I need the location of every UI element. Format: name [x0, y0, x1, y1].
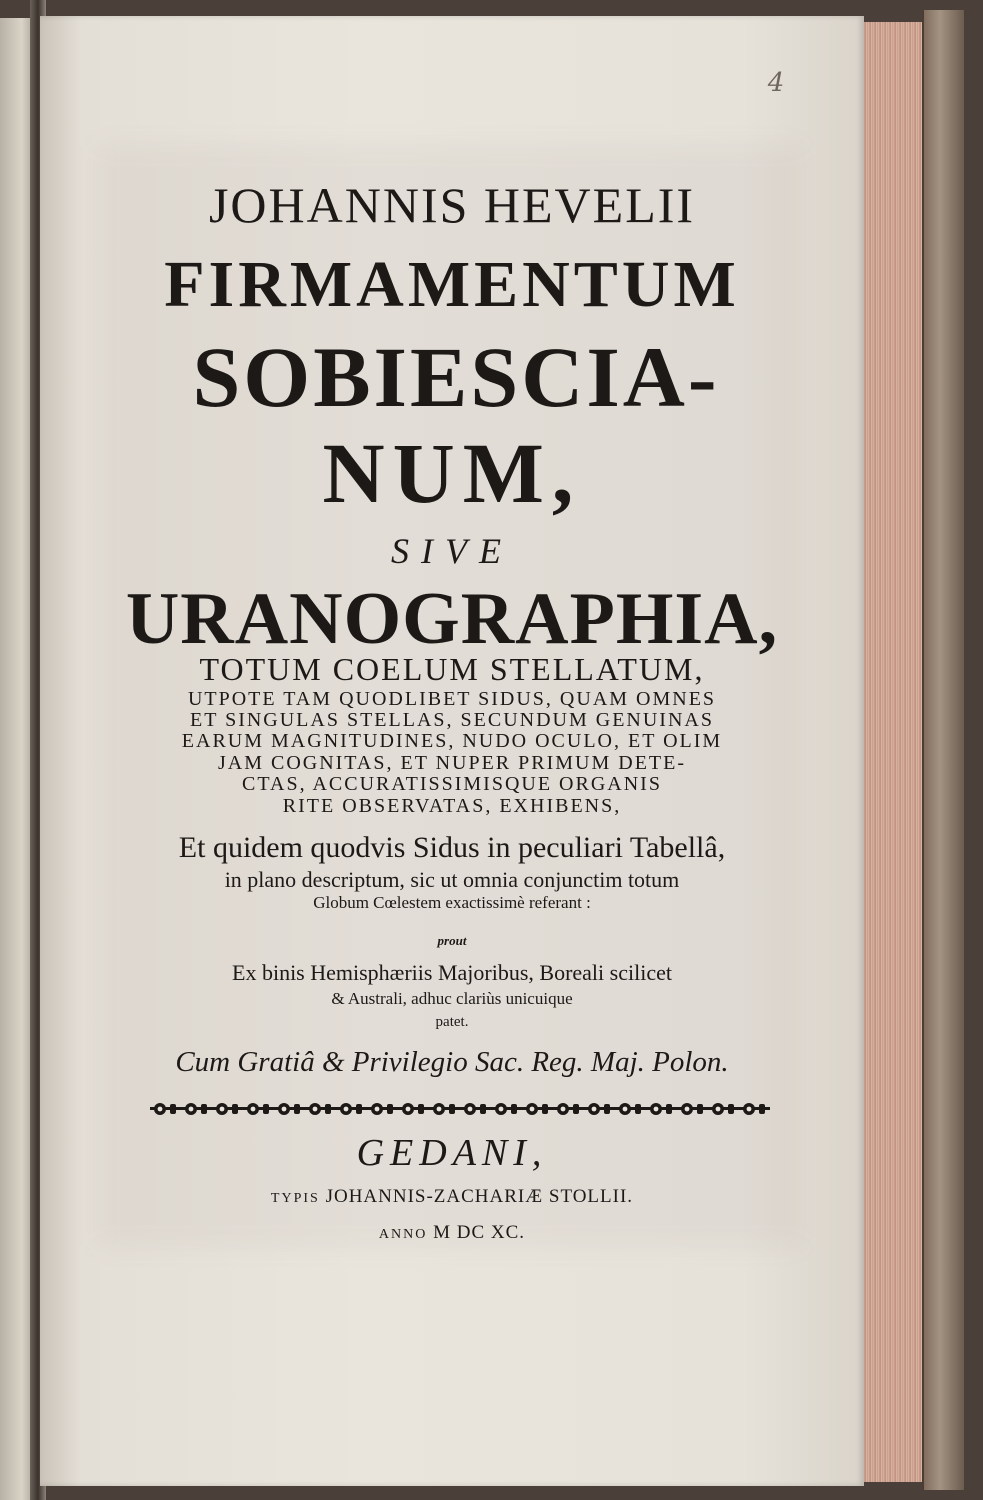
ornament-fleuron-eye	[375, 1107, 380, 1112]
imprint-year: M DC XC.	[433, 1222, 526, 1243]
ornament-fleuron-eye	[313, 1107, 318, 1112]
ornament-link	[449, 1104, 455, 1114]
ornament-fleuron-eye	[623, 1107, 628, 1112]
quidem-line-1: Et quidem quodvis Sidus in peculiari Tabellâ,	[178, 831, 726, 864]
ornament-link	[263, 1104, 269, 1114]
ornament-fleuron-eye	[685, 1107, 690, 1112]
description-line: RITE OBSERVATAS, EXHIBENS,	[282, 795, 622, 817]
privilege-line: Cum Gratiâ & Privilegio Sac. Reg. Maj. Polon.	[175, 1046, 729, 1078]
ornament-link	[201, 1104, 207, 1114]
hemisphaeriis-line-1: Ex binis Hemisphæriis Majoribus, Boreali scilicet	[232, 960, 672, 985]
ornament-fleuron-eye	[654, 1107, 659, 1112]
ornament-link	[573, 1104, 579, 1114]
ornament-link	[170, 1104, 176, 1114]
ornament-fleuron-eye	[468, 1107, 473, 1112]
folio-number: 4	[767, 68, 785, 98]
anno-word: ANNO	[378, 1227, 428, 1242]
ornament-fleuron-eye	[220, 1107, 225, 1112]
ornament-link	[511, 1104, 517, 1114]
ornament-fleuron-eye	[592, 1107, 597, 1112]
ornament-fleuron-eye	[344, 1107, 349, 1112]
description-line: EARUM MAGNITUDINES, NUDO OCULO, ET OLIM	[181, 730, 723, 752]
hemisphaeriis-line-3: patet.	[435, 1014, 469, 1030]
ornament-link	[418, 1104, 424, 1114]
ornament-link	[387, 1104, 393, 1114]
ornament-link	[697, 1104, 703, 1114]
description-line: ET SINGULAS STELLAS, SECUNDUM GENUINAS	[190, 709, 714, 731]
totum-coelum-line: TOTUM COELUM STELLATUM,	[199, 651, 705, 687]
ornament-fleuron-eye	[282, 1107, 287, 1112]
ornament-fleuron-eye	[499, 1107, 504, 1112]
description-line: JAM COGNITAS, ET NUPER PRIMUM DETE-	[217, 752, 687, 774]
description-line: CTAS, ACCURATISSIMISQUE ORGANIS	[242, 773, 662, 795]
ornament-link	[728, 1104, 734, 1114]
title-line-3: NUM,	[322, 425, 582, 521]
author-name: JOHANNIS HEVELII	[208, 177, 696, 233]
hemisphaeriis-line-2: & Australi, adhuc clariùs unicuique	[331, 989, 573, 1008]
title-page	[40, 16, 864, 1486]
ornament-fleuron-eye	[406, 1107, 411, 1112]
title-line-1: FIRMAMENTUM	[164, 248, 740, 321]
ornament-link	[666, 1104, 672, 1114]
ornament-link	[759, 1104, 765, 1114]
quidem-line-2: in plano descriptum, sic ut omnia conjunctim totum	[224, 867, 680, 892]
typis-word: TYPIS	[270, 1191, 320, 1206]
description-line: UTPOTE TAM QUODLIBET SIDUS, QUAM OMNES	[187, 688, 717, 710]
ornament-fleuron-eye	[189, 1107, 194, 1112]
ornament-fleuron-eye	[158, 1107, 163, 1112]
imprint-place: GEDANI,	[356, 1132, 548, 1174]
imprint-printer	[80, 1187, 824, 1206]
ornament-link	[542, 1104, 548, 1114]
prout-word: prout	[437, 933, 467, 948]
ornament-fleuron-eye	[747, 1107, 752, 1112]
ornament-link	[325, 1104, 331, 1114]
ornament-link	[635, 1104, 641, 1114]
ornament-link	[294, 1104, 300, 1114]
title-line-2: SOBIESCIA-	[192, 329, 720, 425]
ornament-fleuron-eye	[716, 1107, 721, 1112]
ornament-link	[604, 1104, 610, 1114]
sive-word: SIVE	[391, 531, 513, 571]
printers-ornament-rule	[150, 1098, 770, 1120]
ornament-fleuron-eye	[530, 1107, 535, 1112]
ornament-link	[356, 1104, 362, 1114]
cover-board	[922, 10, 964, 1490]
ornament-pattern	[150, 1107, 770, 1110]
imprint-date	[80, 1223, 824, 1242]
printer-name: JOHANNIS-ZACHARIÆ STOLLII.	[325, 1186, 634, 1207]
ornament-fleuron-eye	[437, 1107, 442, 1112]
uranographia-heading: URANOGRAPHIA,	[125, 578, 779, 660]
ornament-link	[232, 1104, 238, 1114]
ornament-fleuron-eye	[251, 1107, 256, 1112]
ornament-fleuron-eye	[561, 1107, 566, 1112]
ornament-link	[480, 1104, 486, 1114]
quidem-line-3: Globum Cœlestem exactissimè referant :	[313, 893, 591, 912]
